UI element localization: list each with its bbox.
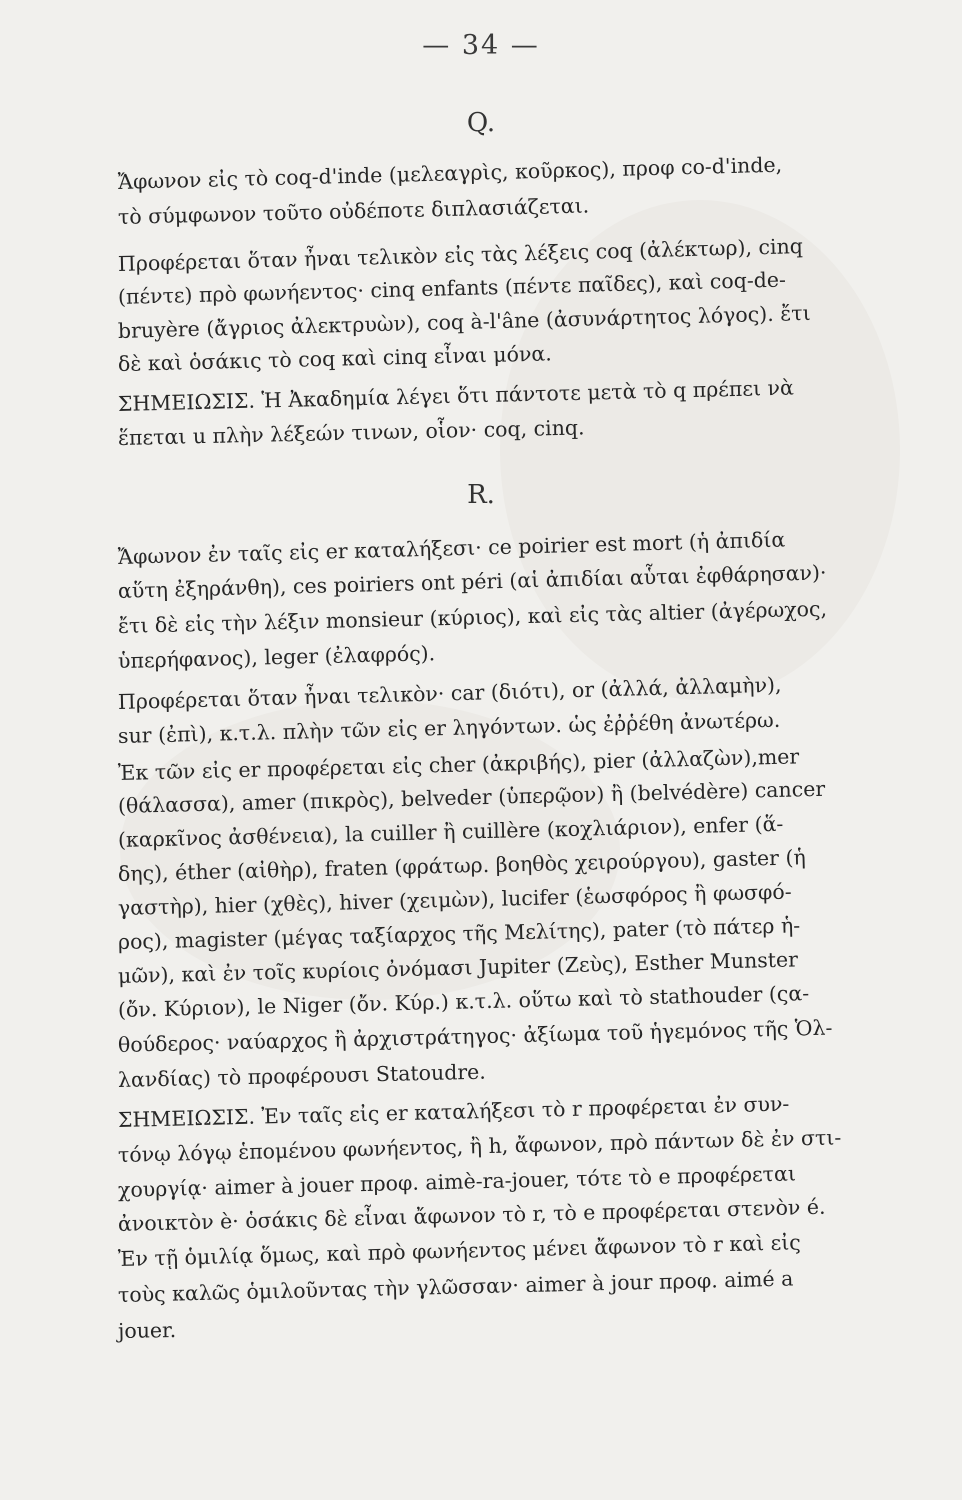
text-line: χουργίᾳ· aimer à jouer προφ. aimè-ra-jouer, τότε τὸ e προφέρεται — [117, 1161, 797, 1202]
text-line: τὸ σύμφωνον τοῦτο οὐδέποτε διπλασιάζεται. — [117, 193, 590, 229]
text-line: ΣΗΜΕΙΩΣΙΣ. Ἡ Ἀκαδημία λέγει ὅτι πάντοτε μετὰ τὸ q πρέπει νὰ — [117, 375, 795, 416]
text-line: Ἄφωνον ἐν ταῖς εἰς er καταλήξεσι· ce poirier est mort (ἡ ἀπιδία — [117, 527, 786, 569]
text-line: (πέντε) πρὸ φωνήεντος· cinq enfants (πέντε παῖδες), καὶ coq-de- — [117, 267, 787, 309]
text-line: (ὄν. Κύριον), le Niger (ὄν. Κύρ.) κ.τ.λ. οὕτω καὶ τὸ stathouder (ςα- — [117, 981, 810, 1022]
text-line: ἔτι δὲ εἰς τὴν λέξιν monsieur (κύριος), καὶ εἰς τὰς altier (ἀγέρωχος, — [117, 596, 828, 638]
text-line: θούδερος· ναύαρχος ἢ ἀρχιστράτηγος· ἀξίωμα τοῦ ἡγεμόνος τῆς Ὁλ- — [117, 1015, 833, 1057]
text-line: ΣΗΜΕΙΩΣΙΣ. Ἐν ταῖς εἰς er καταλήξεσι τὸ r προφέρεται ἐν συν- — [117, 1091, 790, 1132]
text-line: δης), éther (αἰθὴρ), fraten (φράτωρ. βοηθὸς χειρούργου), gaster (ἡ — [117, 845, 806, 886]
text-line: δὲ καὶ ὁσάκις τὸ coq καὶ cinq εἶναι μόνα. — [117, 341, 553, 376]
section-heading-q: Q. — [466, 108, 496, 138]
text-line: Ἐν τῇ ὁμιλίᾳ ὅμως, καὶ πρὸ φωνήεντος μένει ἄφωνον τὸ r καὶ εἰς — [117, 1230, 801, 1271]
text-line: τοὺς καλῶς ὁμιλοῦντας τὴν γλῶσσαν· aimer à jour προφ. aimé a — [117, 1266, 794, 1307]
text-line: ἀνοικτὸν è· ὁσάκις δὲ εἶναι ἄφωνον τὸ r, τὸ e προφέρεται στενὸν é. — [117, 1194, 826, 1236]
text-line: ὑπερήφανος), leger (ἐλαφρός). — [117, 641, 436, 673]
text-line: λανδίας) τὸ προφέρουσι Statoudre. — [117, 1059, 487, 1092]
text-line: τόνῳ λόγῳ ἑπομένου φωνήεντος, ἢ h, ἄφωνον, πρὸ πάντων δὲ ἐν στι- — [117, 1125, 842, 1167]
text-line: Ἄφωνον εἰς τὸ coq-d'inde (μελεαγρὶς, κοῦρκος), προφ co-d'inde, — [117, 152, 783, 194]
section-heading-r: R. — [467, 480, 495, 510]
text-line: bruyère (ἄγριος ἀλεκτρυὼν), coq à-l'âne (ἀσυνάρτητος λόγος). ἔτι — [117, 300, 811, 343]
text-line: ρος), magister (μέγας ταξίαρχος τῆς Μελίτης), pater (τὸ πάτερ ἡ- — [117, 913, 801, 954]
text-line: Ἐκ τῶν εἰς er προφέρεται εἰς cher (ἀκριβής), pier (ἀλλαζὼν),mer — [117, 744, 800, 785]
text-line: (θάλασσα), amer (πικρὸς), belveder (ὑπερῷον) ἢ (belvédère) cancer — [117, 776, 826, 818]
text-line: Προφέρεται ὅταν ἦναι τελικὸν εἰς τὰς λέξεις coq (ἀλέκτωρ), cinq — [117, 234, 804, 276]
text-line: μῶν), καὶ ἐν τοῖς κυρίοις ὀνόμασι Jupiter (Ζεὺς), Esther Munster — [117, 947, 799, 988]
text-line: sur (ἐπὶ), κ.τ.λ. πλὴν τῶν εἰς er ληγόντων. ὡς ἐῤῥέθη ἀνωτέρω. — [117, 707, 781, 748]
text-line: (καρκῖνος ἀσθένεια), la cuiller ἢ cuillère (κοχλιάριον), enfer (ἅ- — [117, 811, 784, 852]
page-number: — 34 — — [422, 30, 540, 61]
text-line: jouer. — [117, 1317, 177, 1343]
text-line: Προφέρεται ὅταν ἦναι τελικὸν· car (διότι), or (ἀλλά, ἀλλαμὴν), — [117, 672, 782, 714]
text-line: αὕτη ἐξηράνθη), ces poiriers ont péri (αἱ ἀπιδίαι αὗται ἐφθάρησαν)· — [117, 560, 827, 603]
text-line: ἕπεται u πλὴν λέξεών τινων, οἷον· coq, cinq. — [117, 415, 585, 450]
text-line: γαστὴρ), hier (χθὲς), hiver (χειμὼν), lucifer (ἑωσφόρος ἢ φωσφό- — [117, 879, 792, 920]
